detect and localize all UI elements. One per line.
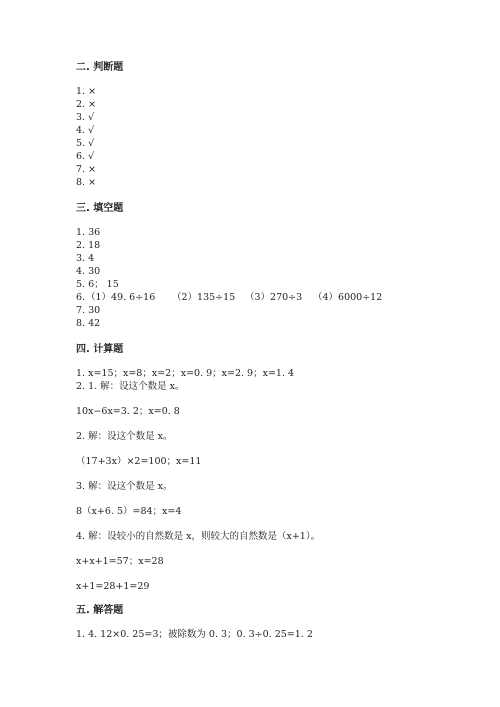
list-item: 1. × <box>76 86 97 97</box>
section-heading-judgement: 二. 判断题 <box>76 62 124 73</box>
text-line: x+x+1=57；x=28 <box>76 556 164 567</box>
list-item: 4. 30 <box>76 266 101 277</box>
list-item: 2. 18 <box>76 240 101 251</box>
list-item-number: 6. <box>76 292 86 303</box>
list-item-part: （4）6000÷12 <box>313 292 383 303</box>
list-item-part: （1）49. 6÷16 <box>86 292 156 303</box>
list-item: 5. 6； 15 <box>76 279 119 290</box>
text-line: 2. 1. 解：设这个数是 x。 <box>76 381 185 392</box>
list-item-part: （2）135÷15 <box>172 292 236 303</box>
text-line: 8（x+6. 5）=84；x=4 <box>76 506 182 517</box>
text-line: 4. 解：设较小的自然数是 x，则较大的自然数是（x+1）。 <box>76 531 321 542</box>
section-heading-fill-blank: 三. 填空题 <box>76 203 124 214</box>
list-item-part: （3）270÷3 <box>245 292 303 303</box>
list-item: 3. 4 <box>76 253 95 264</box>
section-heading-answer: 五. 解答题 <box>76 605 124 616</box>
text-line: 3. 解：设这个数是 x。 <box>76 481 173 492</box>
section-heading-calculation: 四. 计算题 <box>76 344 124 355</box>
text-line: 10x−6x=3. 2；x=0. 8 <box>76 406 180 417</box>
text-line: （17+3x）×2=100；x=11 <box>76 456 202 467</box>
text-line: 1. x=15；x=8；x=2；x=0. 9；x=2. 9；x=1. 4 <box>76 368 295 379</box>
text-line: 2. 解：设这个数是 x。 <box>76 431 173 442</box>
list-item: 5. √ <box>76 138 95 149</box>
text-line: x+1=28+1=29 <box>76 581 150 592</box>
list-item: 4. √ <box>76 125 95 136</box>
list-item: 7. × <box>76 164 97 175</box>
list-item: 7. 30 <box>76 305 101 316</box>
list-item: 3. √ <box>76 112 95 123</box>
list-item: 1. 36 <box>76 227 101 238</box>
list-item: 2. × <box>76 99 97 110</box>
list-item: 6. √ <box>76 151 95 162</box>
list-item: 8. × <box>76 177 97 188</box>
list-item: 8. 42 <box>76 318 101 329</box>
text-line: 1. 4. 12×0. 25=3；被除数为 0. 3；0. 3÷0. 25=1. 2 <box>76 629 313 640</box>
